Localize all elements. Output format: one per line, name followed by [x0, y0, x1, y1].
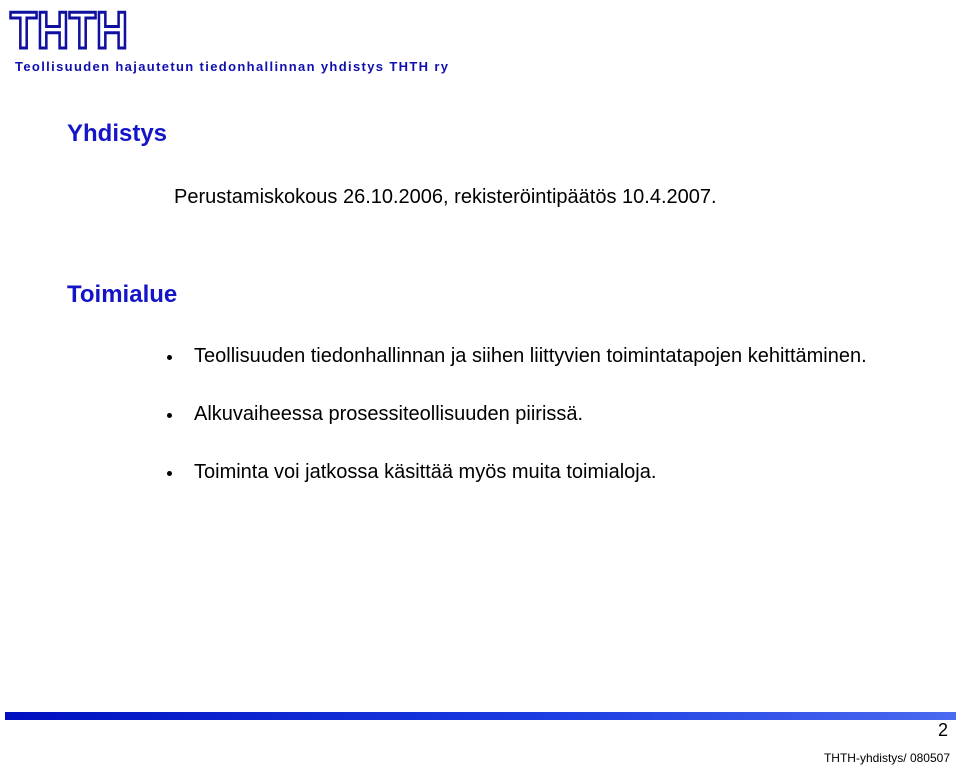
section-title-yhdistys: Yhdistys — [67, 120, 168, 147]
bullet-icon — [167, 413, 172, 418]
bullet-text: Alkuvaiheessa prosessiteollisuuden piirissä. — [194, 403, 584, 425]
list-item — [173, 460, 873, 485]
footer-divider-bar — [5, 712, 956, 720]
document-code: THTH-yhdistys/ 080507 — [823, 751, 950, 765]
logo-text: THTH — [10, 2, 128, 60]
bullet-text: Toiminta voi jatkossa käsittää myös muita toimialoja. — [194, 461, 657, 483]
page-number: 2 — [937, 720, 948, 740]
section-title-toimialue: Toimialue — [67, 281, 178, 308]
toimialue-bullet-list — [173, 344, 873, 485]
bullet-icon — [167, 355, 172, 360]
bullet-icon — [167, 471, 172, 476]
thth-logo — [8, 2, 132, 60]
bullet-text: Teollisuuden tiedonhallinnan ja siihen liittyvien toimintatapojen kehittäminen. — [194, 345, 867, 367]
founding-info: Perustamiskokous 26.10.2006, rekisteröintipäätös 10.4.2007. — [174, 186, 717, 208]
list-item — [173, 402, 873, 427]
organization-name: Teollisuuden hajautetun tiedonhallinnan yhdistys THTH ry — [15, 59, 450, 74]
list-item — [173, 344, 873, 369]
